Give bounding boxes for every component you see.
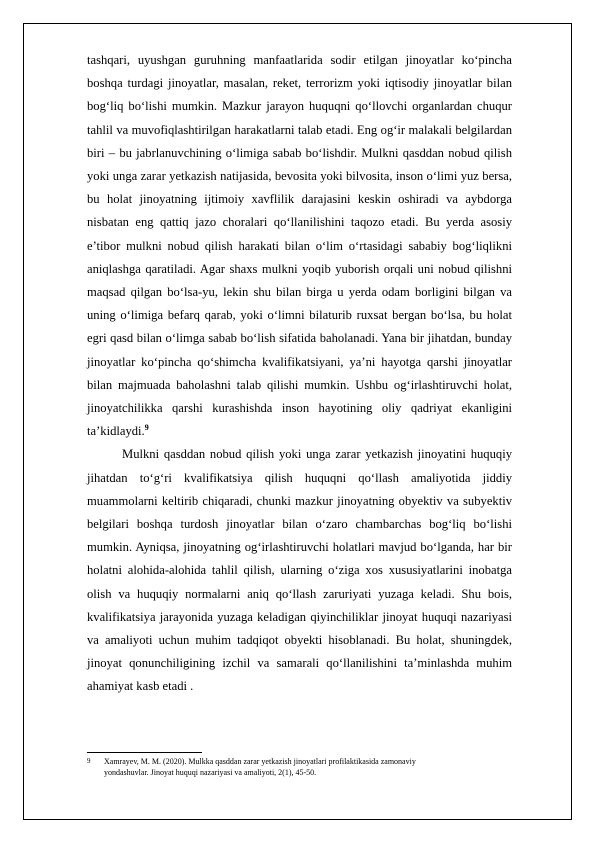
footnote-ref[interactable]: 9 [144, 423, 149, 433]
body-text [87, 49, 512, 699]
footnote-divider [87, 752, 202, 753]
footnote [87, 756, 512, 778]
footnote-line-2: yondashuvlar. Jinoyat huquqi nazariyasi va amaliyoti, 2(1), 45-50. [104, 768, 317, 777]
paragraph-1-text: tashqari, uyushgan guruhning manfaatlarida sodir etilgan jinoyatlar ko‘pincha boshqa turdagi jinoyatlar, masalan, reket, terrorizm yoki iqtisodiy jinoyatlar bilan bog‘liq bo‘lishi mumkin. Mazkur jarayon huquqni qo‘llovchi organlardan chuqur tahlil va muvofiqlashtirilgan harakatlarni talab etadi. Eng og‘ir malakali belgilardan biri – bu jabrlanuvchining o‘limiga sabab bo‘lishdir. Mulkni qasddan nobud qilish yoki unga zarar yetkazish natijasida, bevosita yoki bilvosita, inson o‘limi yuz bersa, bu holat jinoyatning ijtimoiy xavflilik darajasini keskin oshiradi va aybdorga nisbatan eng qattiq jazo choralari qo‘llanilishini taqozo etadi. Bu yerda asosiy e’tibor mulkni nobud qilish harakati bilan o‘lim o‘rtasidagi sababiy bog‘liqlikni aniqlashga qaratiladi. Agar shaxs mulkni yoqib yuborish orqali uni nobud qilishni maqsad qilgan bo‘lsa-yu, lekin shu bilan birga u yerda odam borligini bilgan va uning o‘limiga befarq qarab, yoki o‘limni bilaturib ruxsat bergan bo‘lsa, bu holat egri qasd bilan o‘limga sabab bo‘lish sifatida baholanadi. Yana bir jihatdan, bunday jinoyatlar ko‘pincha qo‘shimcha kvalifikatsiyani, ya’ni hayotga qarshi jinoyatlar bilan majmuada baholashni talab qilishi mumkin. Ushbu og‘irlashtiruvchi holat, jinoyatchilikka qarshi kurashishda inson hayotining oliy qadriyat ekanligini ta’kidlaydi. [87, 53, 512, 439]
footnote-line-1: Xamrayev, M. M. (2020). Mulkka qasddan zarar yetkazish jinoyatlari profilaktikasida zamonaviy [104, 757, 416, 766]
paragraph-1 [87, 49, 512, 443]
footnote-number: 9 [87, 757, 91, 765]
paragraph-2: Mulkni qasddan nobud qilish yoki unga zarar yetkazish jinoyatini huquqiy jihatdan to‘g‘ri kvalifikatsiya qilish huquqni qo‘llash amaliyotida jiddiy muammolarni keltirib chiqaradi, chunki mazkur jinoyatning obyektiv va subyektiv belgilari boshqa turdosh jinoyatlar bilan o‘zaro chambarchas bog‘liq bo‘lishi mumkin. Ayniqsa, jinoyatning og‘irlashtiruvchi holatlari mavjud bo‘lganda, har bir holatni alohida-alohida tahlil qilish, ularning o‘ziga xos xususiyatlarini inobatga olish va huquqiy normalarni aniq qo‘llash zaruriyati yuzaga keladi. Shu bois, kvalifikatsiya jarayonida yuzaga keladigan qiyinchiliklar jinoyat huquqi nazariyasi va amaliyoti uchun muhim tadqiqot obyekti hisoblanadi. Bu holat, shuningdek, jinoyat qonunchiligining izchil va samarali qo‘llanilishini ta’minlashda muhim ahamiyat kasb etadi . [87, 447, 512, 694]
